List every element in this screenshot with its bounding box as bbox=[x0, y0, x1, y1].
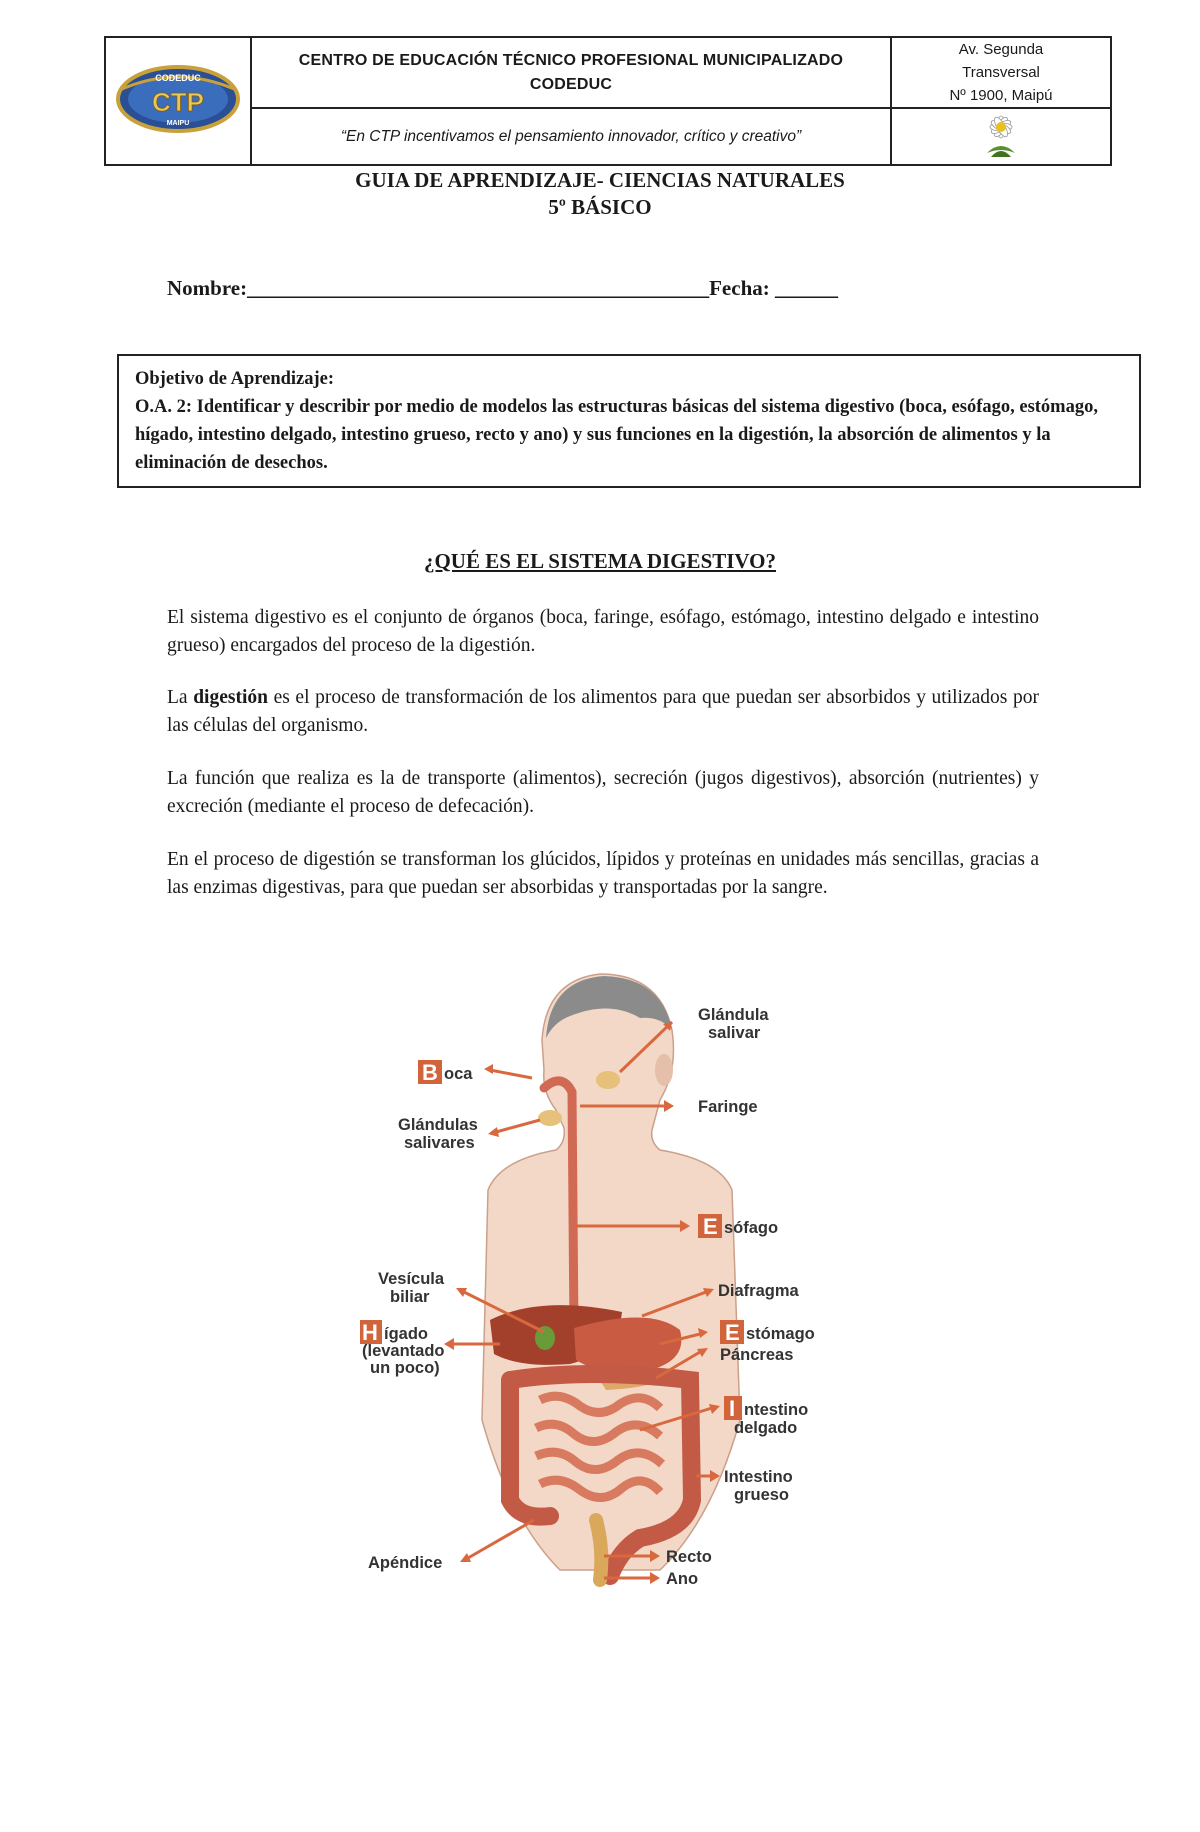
label-estomago: stómago bbox=[746, 1325, 815, 1343]
label-intestino-grueso-2: grueso bbox=[734, 1486, 790, 1504]
label-intestino-delgado-2: delgado bbox=[734, 1419, 798, 1437]
address-cell bbox=[891, 37, 1111, 108]
logo-cell bbox=[105, 37, 251, 165]
paragraph-4: En el proceso de digestión se transforman los glúcidos, lípidos y proteínas en unidades más sencillas, gracias a las enzimas digestivas, para que puedan ser absorbidas y transportadas por la sangre. bbox=[167, 849, 1039, 898]
rectum-shape bbox=[596, 1520, 601, 1580]
stomach-shape bbox=[574, 1317, 681, 1371]
tag-i-letter: I bbox=[729, 1396, 736, 1421]
label-higado-3: un poco) bbox=[370, 1359, 440, 1377]
label-glandula-salivar-1: Glándula bbox=[698, 1006, 769, 1024]
label-intestino-grueso-1: Intestino bbox=[724, 1468, 793, 1486]
paragraph-1: El sistema digestivo es el conjunto de órganos (boca, faringe, esófago, estómago, intestino delgado e intestino grueso) encargados del proceso de la digestión. bbox=[167, 607, 1039, 656]
section-title: ¿QUÉ ES EL SISTEMA DIGESTIVO? bbox=[423, 549, 777, 573]
objective-box bbox=[117, 354, 1141, 488]
tag-b-letter: B bbox=[422, 1060, 438, 1085]
label-glandula-salivar-2: salivar bbox=[708, 1024, 761, 1042]
address-line2: Transversal bbox=[962, 64, 1040, 81]
label-diafragma: Diafragma bbox=[718, 1282, 799, 1300]
label-vesicula-2: biliar bbox=[390, 1288, 430, 1306]
school-name-cell bbox=[251, 37, 891, 108]
date-label: Fecha: bbox=[709, 276, 770, 300]
objective-heading: Objetivo de Aprendizaje: bbox=[135, 369, 335, 389]
objective-text: Identificar y describir por medio de modelos las estructuras básicas del sistema digestivo (boca, esófago, estómago, hígado, intestino delgado, intestino grueso, recto y ano) y sus funciones en la digestión, la absorción de alimentos y la eliminación de desechos. bbox=[135, 397, 1098, 473]
body-silhouette bbox=[482, 974, 740, 1570]
tag-h-letter: H bbox=[362, 1320, 378, 1345]
paragraph-2-start: La bbox=[167, 687, 194, 708]
address-line3: Nº 1900, Maipú bbox=[949, 87, 1053, 104]
label-boca: oca bbox=[444, 1065, 473, 1083]
paragraph-2-end: es el proceso de transformación de los alimentos para que puedan ser absorbidos y utilizados por las células del organismo. bbox=[167, 687, 1039, 736]
label-ano: Ano bbox=[666, 1570, 699, 1588]
digestive-system-diagram bbox=[360, 960, 860, 1620]
tag-e-estomago-letter: E bbox=[725, 1320, 740, 1345]
header-table bbox=[104, 36, 1112, 166]
label-recto: Recto bbox=[666, 1548, 712, 1566]
motto: “En CTP incentivamos el pensamiento innovador, crítico y creativo” bbox=[251, 108, 891, 165]
label-vesicula-1: Vesícula bbox=[378, 1270, 445, 1288]
paragraph-2-bold: digestión bbox=[193, 687, 268, 708]
label-pancreas: Páncreas bbox=[720, 1346, 794, 1364]
paragraph-2 bbox=[167, 684, 1039, 740]
objective-code: O.A. 2: bbox=[135, 397, 193, 417]
tag-e-esofago-letter: E bbox=[703, 1214, 718, 1239]
logo-top-text: CODEDUC bbox=[155, 72, 201, 83]
name-date-line bbox=[167, 276, 838, 301]
logo-main-text: CTP bbox=[152, 86, 204, 117]
name-field[interactable]: ____________________________________________ bbox=[247, 276, 710, 300]
school-name-line2: CODEDUC bbox=[529, 75, 613, 93]
guide-title: GUIA DE APRENDIZAJE- CIENCIAS NATURALES bbox=[355, 168, 845, 192]
salivary-gland-shape bbox=[596, 1071, 620, 1089]
date-field[interactable]: ______ bbox=[775, 276, 838, 300]
name-label: Nombre: bbox=[167, 276, 248, 300]
label-esofago: sófago bbox=[724, 1219, 779, 1237]
grade-title: 5º BÁSICO bbox=[548, 195, 652, 219]
label-faringe: Faringe bbox=[698, 1098, 758, 1116]
logo-bottom-text: MAIPU bbox=[166, 119, 190, 127]
label-intestino-delgado-1: ntestino bbox=[744, 1401, 809, 1419]
ctp-logo bbox=[114, 59, 242, 139]
label-glandulas-salivares-1: Glándulas bbox=[398, 1116, 478, 1134]
label-higado-2: (levantado bbox=[362, 1342, 445, 1360]
school-name-line1: CENTRO DE EDUCACIÓN TÉCNICO PROFESIONAL MUNICIPALIZADO bbox=[298, 51, 844, 69]
label-glandulas-salivares-2: salivares bbox=[404, 1134, 475, 1152]
flower-cell bbox=[891, 108, 1111, 165]
label-higado: ígado bbox=[384, 1325, 428, 1343]
daisy-icon bbox=[977, 109, 1025, 159]
address-line1: Av. Segunda bbox=[958, 41, 1044, 58]
objective-body bbox=[135, 393, 1123, 477]
label-apendice: Apéndice bbox=[368, 1554, 443, 1572]
paragraph-3: La función que realiza es la de transporte (alimentos), secreción (jugos digestivos), absorción (nutrientes) y excreción (mediante el proceso de defecación). bbox=[167, 768, 1039, 817]
